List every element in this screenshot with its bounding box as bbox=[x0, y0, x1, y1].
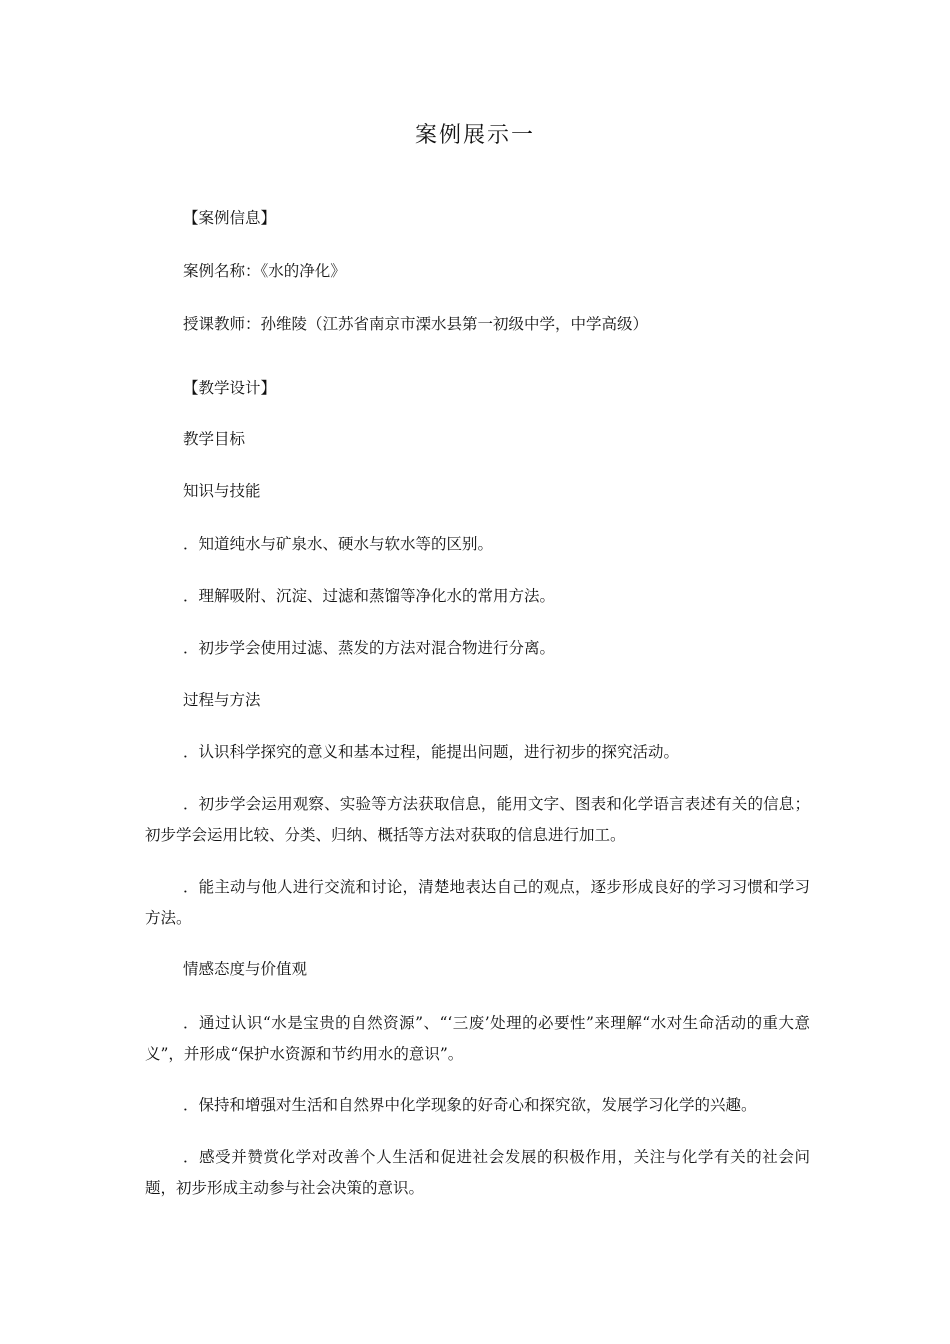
emotion-item-1: ．通过认识“水是宝贵的自然资源”、“‘三废’处理的必要性”来理解“水对生命活动的重大意义”，并形成“保护水资源和节约用水的意识”。 bbox=[145, 1014, 810, 1063]
page-title: 案例展示一 bbox=[414, 123, 535, 148]
teaching-design-heading: 【教学设计】 bbox=[183, 379, 277, 397]
emotion-values-heading: 情感态度与价值观 bbox=[183, 960, 308, 978]
process-method-heading: 过程与方法 bbox=[183, 691, 261, 709]
teacher-info: 授课教师：孙维陵（江苏省南京市溧水县第一初级中学，中学高级） bbox=[183, 315, 649, 333]
teaching-goals-heading: 教学目标 bbox=[183, 430, 246, 448]
process-item-1: ．认识科学探究的意义和基本过程，能提出问题，进行初步的探究活动。 bbox=[183, 743, 680, 761]
process-item-3: ．能主动与他人进行交流和讨论，清楚地表达自己的观点，逐步形成良好的学习习惯和学习方法。 bbox=[145, 878, 810, 927]
emotion-item-3: ．感受并赞赏化学对改善个人生活和促进社会发展的积极作用，关注与化学有关的社会问题，初步形成主动参与社会决策的意识。 bbox=[145, 1148, 810, 1197]
knowledge-item-2: ．理解吸附、沉淀、过滤和蒸馏等净化水的常用方法。 bbox=[183, 587, 556, 605]
knowledge-item-3: ．初步学会使用过滤、蒸发的方法对混合物进行分离。 bbox=[183, 639, 556, 657]
case-name: 案例名称：《水的净化》 bbox=[183, 262, 346, 280]
emotion-item-2: ．保持和增强对生活和自然界中化学现象的好奇心和探究欲，发展学习化学的兴趣。 bbox=[183, 1096, 757, 1114]
knowledge-skills-heading: 知识与技能 bbox=[183, 482, 261, 500]
knowledge-item-1: ．知道纯水与矿泉水、硬水与软水等的区别。 bbox=[183, 535, 494, 553]
case-info-heading: 【案例信息】 bbox=[183, 209, 277, 227]
process-item-2: ．初步学会运用观察、实验等方法获取信息，能用文字、图表和化学语言表述有关的信息；初步学会运用比较、分类、归纳、概括等方法对获取的信息进行加工。 bbox=[145, 795, 810, 844]
